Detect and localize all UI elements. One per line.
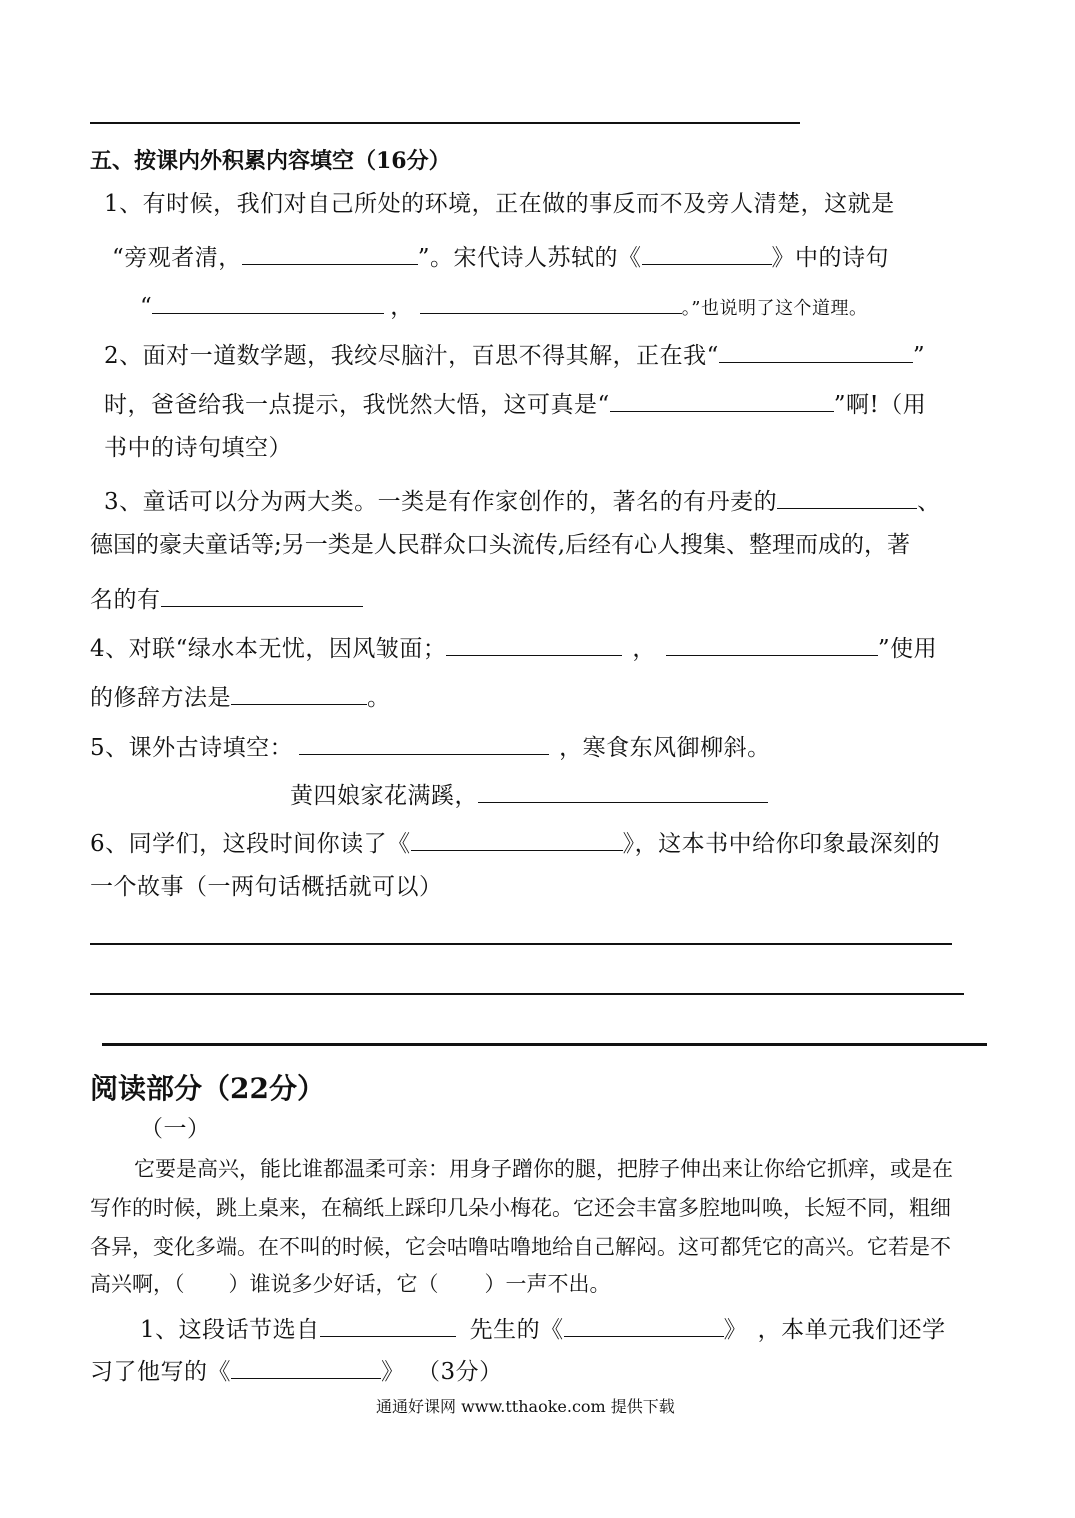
passage-line-2: 写作的时候，跳上桌来，在稿纸上踩印几朵小梅花。它还会丰富多腔地叫唤，长短不同，粗细 [90,1196,951,1220]
q1-blank-4[interactable] [420,290,682,314]
q4-text-c: ”使用 [877,636,938,662]
q3-blank-1[interactable] [777,485,917,509]
q1-text-f: 。”也说明了这个道理。 [681,298,868,319]
q1-line1: 1、有时候，我们对自己所处的环境，正在做的事反而不及旁人清楚，这就是 [104,191,895,217]
q1-blank-3[interactable] [152,290,384,314]
answer-line-3[interactable] [102,1043,987,1046]
q1-text-c: 》中的诗句 [771,245,890,271]
passage-text-c: ）一声不出。 [484,1272,611,1296]
reading-q1-text-a: 1、这段话节选自 [140,1317,320,1343]
q3-text-c: 名的有 [90,587,161,613]
reading-q1-score: （3分） [428,1359,503,1385]
q6-blank-1[interactable] [411,827,623,851]
q4-blank-3[interactable] [231,681,367,705]
top-rule [90,122,800,124]
q4-line2 [90,681,391,710]
q3-text-a: 3、童话可以分为两大类。一类是有作家创作的，著名的有丹麦的 [104,489,778,515]
q1-text-b: ”。宋代诗人苏轼的《 [417,245,642,271]
q6-line2: 一个故事（一两句话概括就可以） [90,874,443,900]
footer-text: 通通好课网 www.tthaoke.com 提供下载 [376,1397,675,1416]
reading-q1-blank-2[interactable] [564,1313,724,1337]
q2-text-a: 2、面对一道数学题，我绞尽脑汁，百思不得其解，正在我“ [104,343,719,369]
q1-text-e: ， [390,294,414,320]
q1-line3 [140,290,867,319]
reading-q1-line1 [140,1313,946,1342]
q1-text-d: “ [140,294,153,320]
q2-text-c: 时，爸爸给我一点提示，我恍然大悟，这可真是“ [104,392,610,418]
reading-heading: 阅读部分（22分） [90,1072,325,1105]
q2-blank-2[interactable] [610,388,834,412]
q3-line3 [90,583,363,612]
reading-subheading: （一） [140,1116,211,1142]
q4-line1 [90,632,937,661]
q2-line2 [104,388,926,417]
passage-line-3: 各异，变化多端。在不叫的时候，它会咕噜咕噜地给自己解闷。这可都凭它的高兴。它若是不 [90,1235,951,1259]
q5-line1 [90,731,771,760]
q5-blank-1[interactable] [299,731,549,755]
q2-line3: 书中的诗句填空） [104,435,292,461]
q5-text-c: 黄四娘家花满蹊， [290,783,478,809]
reading-q1-text-e: 习了他写的《 [90,1359,231,1385]
q6-line1 [90,827,940,856]
q3-line2: 德国的豪夫童话等;另一类是人民群众口头流传,后经有心人搜集、整理而成的，著 [90,532,911,558]
q6-text-a: 6、同学们，这段时间你读了《 [90,831,411,857]
reading-q1-text-f: 》 [381,1359,405,1385]
q2-blank-1[interactable] [719,339,913,363]
q1-blank-2[interactable] [642,241,772,265]
section-heading: 五、按课内外积累内容填空（16分） [90,148,451,174]
q4-text-a: 4、对联“绿水本无忧，因风皱面； [90,636,447,662]
reading-q1-blank-1[interactable] [320,1313,456,1337]
q4-text-e: 。 [367,685,391,711]
passage-text-b: ）谁说多少好话，它（ [228,1272,439,1296]
q4-blank-1[interactable] [446,632,622,656]
passage-line-1: 它要是高兴，能比谁都温柔可亲：用身子蹭你的腿，把脖子伸出来让你给它抓痒，或是在 [134,1157,953,1181]
q3-text-b: 、 [917,489,941,515]
reading-q1-blank-3[interactable] [231,1355,381,1379]
answer-line-2[interactable] [90,993,964,995]
passage-line-4 [90,1274,611,1295]
q2-text-d: ”啊!（用 [833,392,927,418]
q1-text-a: “旁观者清， [112,245,242,271]
reading-q1-text-d: ，本单元我们还学 [757,1317,946,1343]
q4-text-b: ， [632,636,656,662]
q5-blank-2[interactable] [478,779,768,803]
q1-line2 [112,241,889,270]
reading-q1-text-b: 先生的《 [469,1317,564,1343]
reading-q1-line2 [90,1355,503,1384]
q4-blank-2[interactable] [666,632,878,656]
q2-line1 [104,339,925,368]
answer-line-1[interactable] [90,943,952,945]
q5-text-b: ，寒食东风御柳斜。 [559,735,771,761]
q5-line2 [290,779,768,808]
reading-q1-text-c: 》 [723,1317,736,1343]
q4-text-d: 的修辞方法是 [90,685,231,711]
q3-line1 [104,485,941,514]
q3-blank-2[interactable] [161,583,363,607]
q6-text-b: 》，这本书中给你印象最深刻的 [622,831,941,857]
q2-text-b: ” [912,343,926,369]
q5-text-a: 5、课外古诗填空： [90,735,294,761]
q1-blank-1[interactable] [242,241,418,265]
passage-text-a: 高兴啊，（ [90,1272,185,1296]
